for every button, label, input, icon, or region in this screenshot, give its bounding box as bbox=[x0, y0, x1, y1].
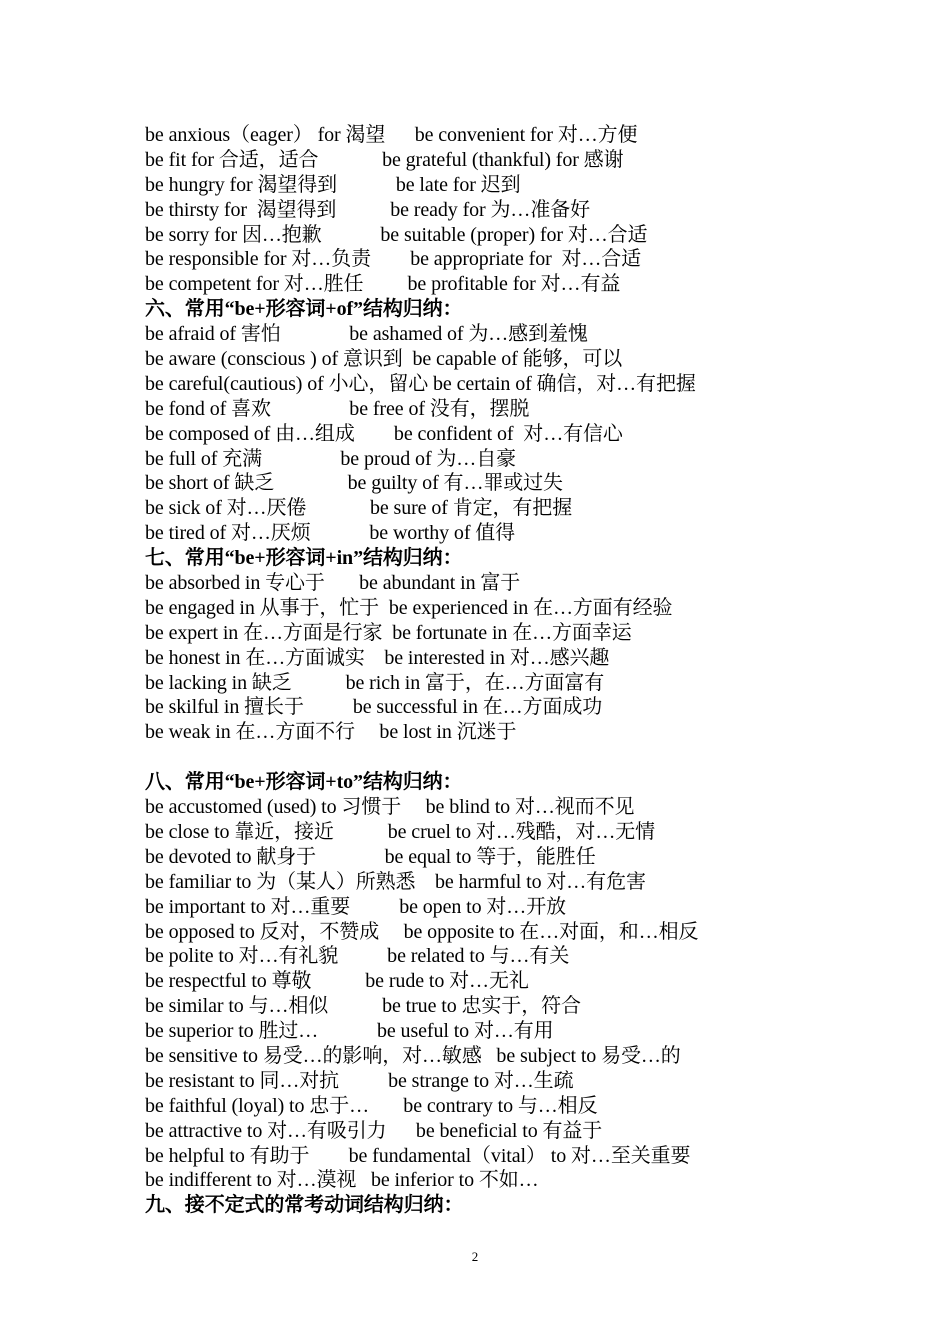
phrase-line: be fit for 合适，适合 be grateful (thankful) for 感谢 bbox=[145, 148, 624, 171]
phrase-line: be tired of 对…厌烦 be worthy of 值得 bbox=[145, 522, 516, 545]
phrase-line: be expert in 在…方面是行家 be fortunate in 在…方面幸运 bbox=[145, 621, 632, 644]
phrase-line: be engaged in 从事于，忙于 be experienced in 在…方面有经验 bbox=[145, 596, 673, 619]
phrase-line: be indifferent to 对…漠视 be inferior to 不如… bbox=[145, 1169, 539, 1192]
section-6-heading: 六、常用“be+形容词+of”结构归纳： bbox=[145, 298, 463, 321]
phrase-line: be superior to 胜过… be useful to 对…有用 bbox=[145, 1020, 554, 1043]
phrase-line: be faithful (loyal) to 忠于… be contrary to 与…相反 bbox=[145, 1094, 598, 1117]
section-7-list bbox=[145, 571, 845, 745]
phrase-line: be weak in 在…方面不行 be lost in 沉迷于 bbox=[145, 721, 517, 744]
phrase-line: be hungry for 渴望得到 be late for 迟到 bbox=[145, 173, 521, 196]
phrase-line: be sensitive to 易受…的影响，对…敏感 be subject to 易受…的 bbox=[145, 1044, 681, 1067]
phrase-line: be similar to 与…相似 be true to 忠实于，符合 bbox=[145, 995, 581, 1018]
phrase-line: be accustomed (used) to 习惯于 be blind to 对…视而不见 bbox=[145, 796, 635, 819]
section-8-list bbox=[145, 795, 845, 1193]
phrase-line: be honest in 在…方面诚实 be interested in 对…感兴趣 bbox=[145, 646, 610, 669]
section-5-list bbox=[145, 123, 845, 297]
section-6-list bbox=[145, 322, 845, 546]
phrase-line: be absorbed in 专心于 be abundant in 富于 bbox=[145, 572, 521, 595]
phrase-line: be devoted to 献身于 be equal to 等于，能胜任 bbox=[145, 845, 596, 868]
phrase-line: be thirsty for 渴望得到 be ready for 为…准备好 bbox=[145, 198, 591, 221]
phrase-line: be familiar to 为（某人）所熟悉 be harmful to 对…有危害 bbox=[145, 870, 646, 893]
phrase-line: be responsible for 对…负责 be appropriate for 对…合适 bbox=[145, 248, 642, 271]
phrase-line: be respectful to 尊敬 be rude to 对…无礼 bbox=[145, 970, 529, 993]
section-9-heading: 九、接不定式的常考动词结构归纳： bbox=[145, 1194, 464, 1217]
phrase-line: be afraid of 害怕 be ashamed of 为…感到羞愧 bbox=[145, 323, 588, 346]
phrase-line: be lacking in 缺乏 be rich in 富于，在…方面富有 bbox=[145, 671, 605, 694]
phrase-line: be full of 充满 be proud of 为…自豪 bbox=[145, 447, 517, 470]
phrase-line: be polite to 对…有礼貌 be related to 与…有关 bbox=[145, 945, 570, 968]
page-content bbox=[145, 123, 845, 1218]
blank-line bbox=[145, 745, 845, 770]
phrase-line: be careful(cautious) of 小心，留心 be certain of 确信，对…有把握 bbox=[145, 372, 696, 395]
phrase-line: be important to 对…重要 be open to 对…开放 bbox=[145, 895, 567, 918]
phrase-line: be sorry for 因…抱歉 be suitable (proper) for 对…合适 bbox=[145, 223, 648, 246]
phrase-line: be skilful in 擅长于 be successful in 在…方面成功 bbox=[145, 696, 603, 719]
phrase-line: be helpful to 有助于 be fundamental（vital） to 对…至关重要 bbox=[145, 1144, 691, 1167]
section-7-heading: 七、常用“be+形容词+in”结构归纳： bbox=[145, 547, 463, 570]
phrase-line: be sick of 对…厌倦 be sure of 肯定，有把握 bbox=[145, 497, 573, 520]
phrase-line: be aware (conscious ) of 意识到 be capable of 能够，可以 bbox=[145, 348, 623, 371]
phrase-line: be fond of 喜欢 be free of 没有，摆脱 bbox=[145, 397, 530, 420]
section-8-heading: 八、常用“be+形容词+to”结构归纳： bbox=[145, 771, 463, 794]
page-number: 2 bbox=[471, 1249, 479, 1264]
phrase-line: be close to 靠近，接近 be cruel to 对…残酷，对…无情 bbox=[145, 820, 656, 843]
phrase-line: be opposed to 反对，不赞成 be opposite to 在…对面，和…相反 bbox=[145, 920, 699, 943]
phrase-line: be resistant to 同…对抗 be strange to 对…生疏 bbox=[145, 1069, 574, 1092]
phrase-line: be short of 缺乏 be guilty of 有…罪或过失 bbox=[145, 472, 563, 495]
phrase-line: be composed of 由…组成 be confident of 对…有信心 bbox=[145, 422, 623, 445]
phrase-line: be anxious（eager） for 渴望 be convenient for 对…方便 bbox=[145, 124, 638, 146]
phrase-line: be attractive to 对…有吸引力 be beneficial to 有益于 bbox=[145, 1119, 603, 1142]
phrase-line: be competent for 对…胜任 be profitable for 对…有益 bbox=[145, 273, 621, 296]
